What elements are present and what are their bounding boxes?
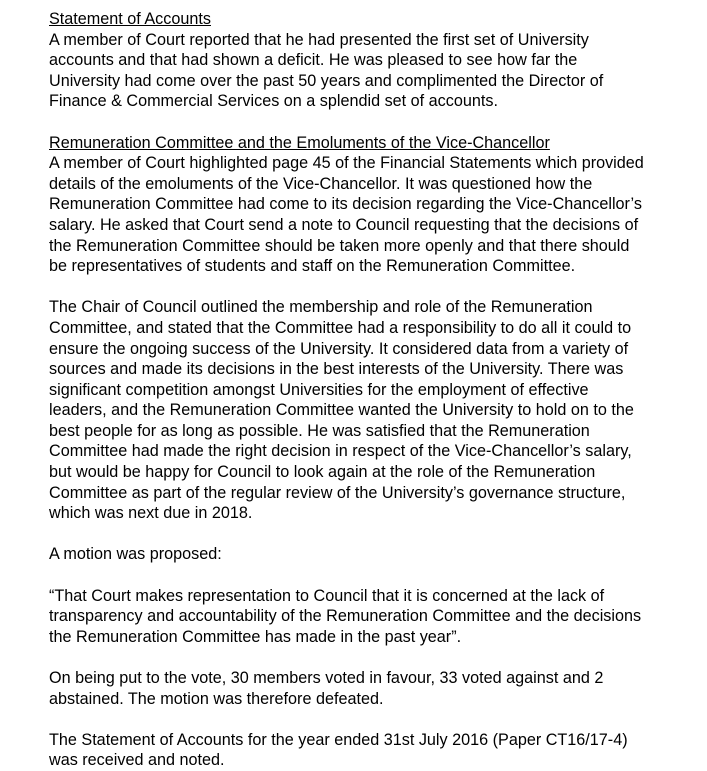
text-line: the Remuneration Committee should be taken more openly and that there should <box>49 236 630 255</box>
text-line: the Remuneration Committee has made in the past year”. <box>49 627 462 646</box>
paragraph <box>49 297 699 524</box>
text-line: A member of Court reported that he had presented the first set of University <box>49 30 589 49</box>
text-line: A motion was proposed: <box>49 545 222 564</box>
paragraph-motion-quote <box>49 586 699 648</box>
text-line: “That Court makes representation to Council that it is concerned at the lack of <box>49 586 605 605</box>
section-statement-of-accounts <box>49 9 699 112</box>
paragraph-motion-intro <box>49 544 699 565</box>
text-line: Remuneration Committee had come to its decision regarding the Vice-Chancellor’s <box>49 195 642 214</box>
text-line: best people for as long as possible. He was satisfied that the Remuneration <box>49 421 590 440</box>
text-line: salary. He asked that Court send a note to Council requesting that the decisions of <box>49 215 639 234</box>
text-line: accounts and that had shown a deficit. He was pleased to see how far the <box>49 51 578 70</box>
text-line: be representatives of students and staff on the Remuneration Committee. <box>49 257 576 276</box>
text-line: Committee had made the right decision in respect of the Vice-Chancellor’s salary, <box>49 442 632 461</box>
paragraph-accounts-noted <box>49 730 699 771</box>
text-line: transparency and accountability of the Remuneration Committee and the decisions <box>49 607 642 626</box>
text-line: details of the emoluments of the Vice-Chancellor. It was questioned how the <box>49 174 593 193</box>
section-remuneration-committee <box>49 133 699 771</box>
text-line: Committee, and stated that the Committee had a responsibility to do all it could to <box>49 318 632 337</box>
paragraph-vote-result <box>49 668 699 709</box>
text-line: abstained. The motion was therefore defeated. <box>49 689 384 708</box>
text-line: significant competition amongst Universities for the employment of effective <box>49 380 589 399</box>
document-page <box>49 9 699 771</box>
text-line: University had come over the past 50 years and complimented the Director of <box>49 71 604 90</box>
text-line: which was next due in 2018. <box>49 504 253 523</box>
text-line: On being put to the vote, 30 members voted in favour, 33 voted against and 2 <box>49 669 604 687</box>
section-heading: Statement of Accounts <box>49 10 211 28</box>
paragraph <box>49 153 699 277</box>
text-line: The Statement of Accounts for the year ended 31st July 2016 (Paper CT16/17-4) <box>49 730 628 749</box>
text-line: Committee as part of the regular review of the University’s governance structure, <box>49 483 626 502</box>
text-line: A member of Court highlighted page 45 of the Financial Statements which provided <box>49 154 644 173</box>
text-line: The Chair of Council outlined the membership and role of the Remuneration <box>49 298 593 317</box>
text-line: leaders, and the Remuneration Committee wanted the University to hold on to the <box>49 401 634 420</box>
paragraph <box>49 30 699 112</box>
text-line: but would be happy for Council to look again at the role of the Remuneration <box>49 463 596 482</box>
section-heading: Remuneration Committee and the Emoluments of the Vice-Chancellor <box>49 133 550 152</box>
text-line: ensure the ongoing success of the University. It considered data from a variety of <box>49 339 629 358</box>
text-line: Finance & Commercial Services on a splendid set of accounts. <box>49 92 498 111</box>
text-line: sources and made its decisions in the best interests of the University. There was <box>49 360 624 379</box>
text-line: was received and noted. <box>49 751 225 770</box>
